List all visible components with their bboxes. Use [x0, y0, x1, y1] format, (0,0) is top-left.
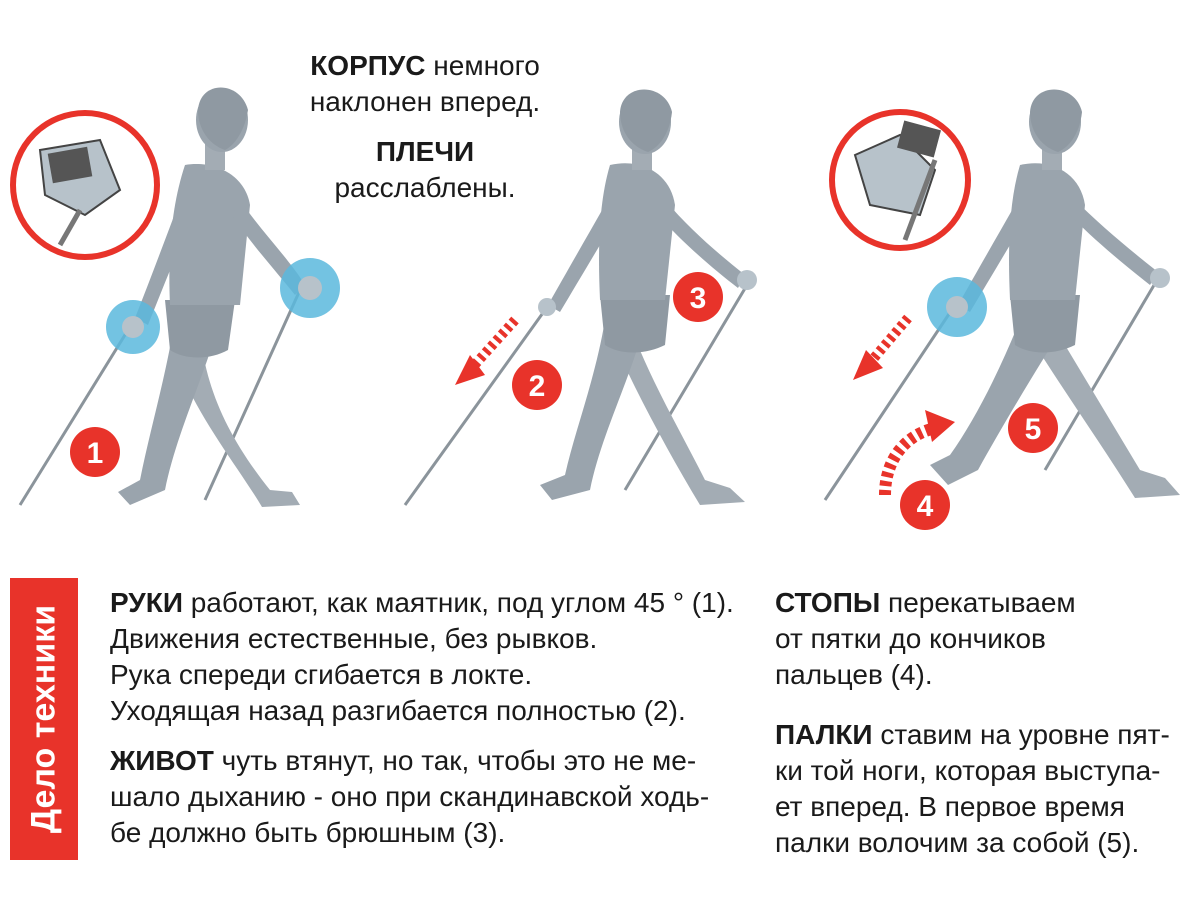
poles-text-4: палки волочим за собой (5).	[775, 827, 1140, 858]
hands-text-4: Уходящая назад разгибается полностью (2).	[110, 695, 686, 726]
shoulders-heading	[295, 134, 555, 170]
feet-text-3: пальцев (4).	[775, 659, 933, 690]
section-tab-label: Дело техники	[24, 604, 63, 834]
poles-paragraph-line-1	[775, 717, 1190, 753]
technique-left-text	[110, 585, 750, 851]
hand-grip-inset-2	[832, 112, 968, 248]
technique-right-text	[775, 585, 1190, 861]
poles-heading: ПАЛКИ	[775, 719, 873, 750]
shoulders-heading-text: ПЛЕЧИ	[375, 136, 475, 167]
belly-text-1: чуть втянут, но так, чтобы это не ме-	[213, 745, 697, 776]
step-marker-5	[1008, 403, 1058, 453]
step-marker-1-label: 1	[86, 437, 104, 470]
pole-front-1	[20, 330, 128, 505]
belly-heading: ЖИВОТ	[110, 745, 214, 776]
step-marker-2	[512, 360, 562, 410]
backward-arrow-2	[455, 320, 515, 385]
corpus-heading: КОРПУС	[310, 50, 426, 81]
belly-paragraph-line-1	[110, 743, 750, 779]
step-marker-4-label: 4	[916, 490, 934, 523]
feet-text-2: от пятки до кончиков	[775, 623, 1046, 654]
poles-text-2: ки той ноги, которая выступа-	[775, 755, 1161, 786]
section-tab	[10, 578, 78, 860]
top-caption	[295, 48, 555, 206]
poles-text-3: ет вперед. В первое время	[775, 791, 1125, 822]
step-marker-1	[70, 427, 120, 477]
step-marker-3-label: 3	[689, 282, 707, 315]
hands-heading: РУКИ	[110, 587, 183, 618]
step-marker-3	[673, 272, 723, 322]
hands-text-1: работают, как маятник, под углом 45 ° (1).	[182, 587, 734, 618]
step-marker-5-label: 5	[1024, 413, 1042, 446]
belly-text-2: шало дыханию - оно при скандинавской ходь-	[110, 781, 710, 812]
hands-text-2: Движения естественные, без рывков.	[110, 623, 598, 654]
hands-text-3: Рука спереди сгибается в локте.	[110, 659, 533, 690]
hand-grip-inset-1	[13, 113, 157, 257]
belly-text-3: бе должно быть брюшным (3).	[110, 817, 506, 848]
corpus-text-1: немного	[425, 50, 540, 81]
shoulders-text: расслаблены.	[334, 172, 516, 203]
feet-paragraph-line-1	[775, 585, 1190, 621]
pole-back-2	[405, 310, 545, 505]
corpus-line-1	[295, 48, 555, 84]
step-marker-4	[900, 480, 950, 530]
feet-text-1: перекатываем	[880, 587, 1076, 618]
corpus-line-2: наклонен вперед.	[309, 86, 541, 117]
poles-text-1: ставим на уровне пят-	[872, 719, 1170, 750]
feet-heading: СТОПЫ	[775, 587, 881, 618]
backward-arrow-3	[853, 318, 908, 380]
step-marker-2-label: 2	[528, 370, 546, 403]
hands-paragraph-line-1	[110, 585, 750, 621]
